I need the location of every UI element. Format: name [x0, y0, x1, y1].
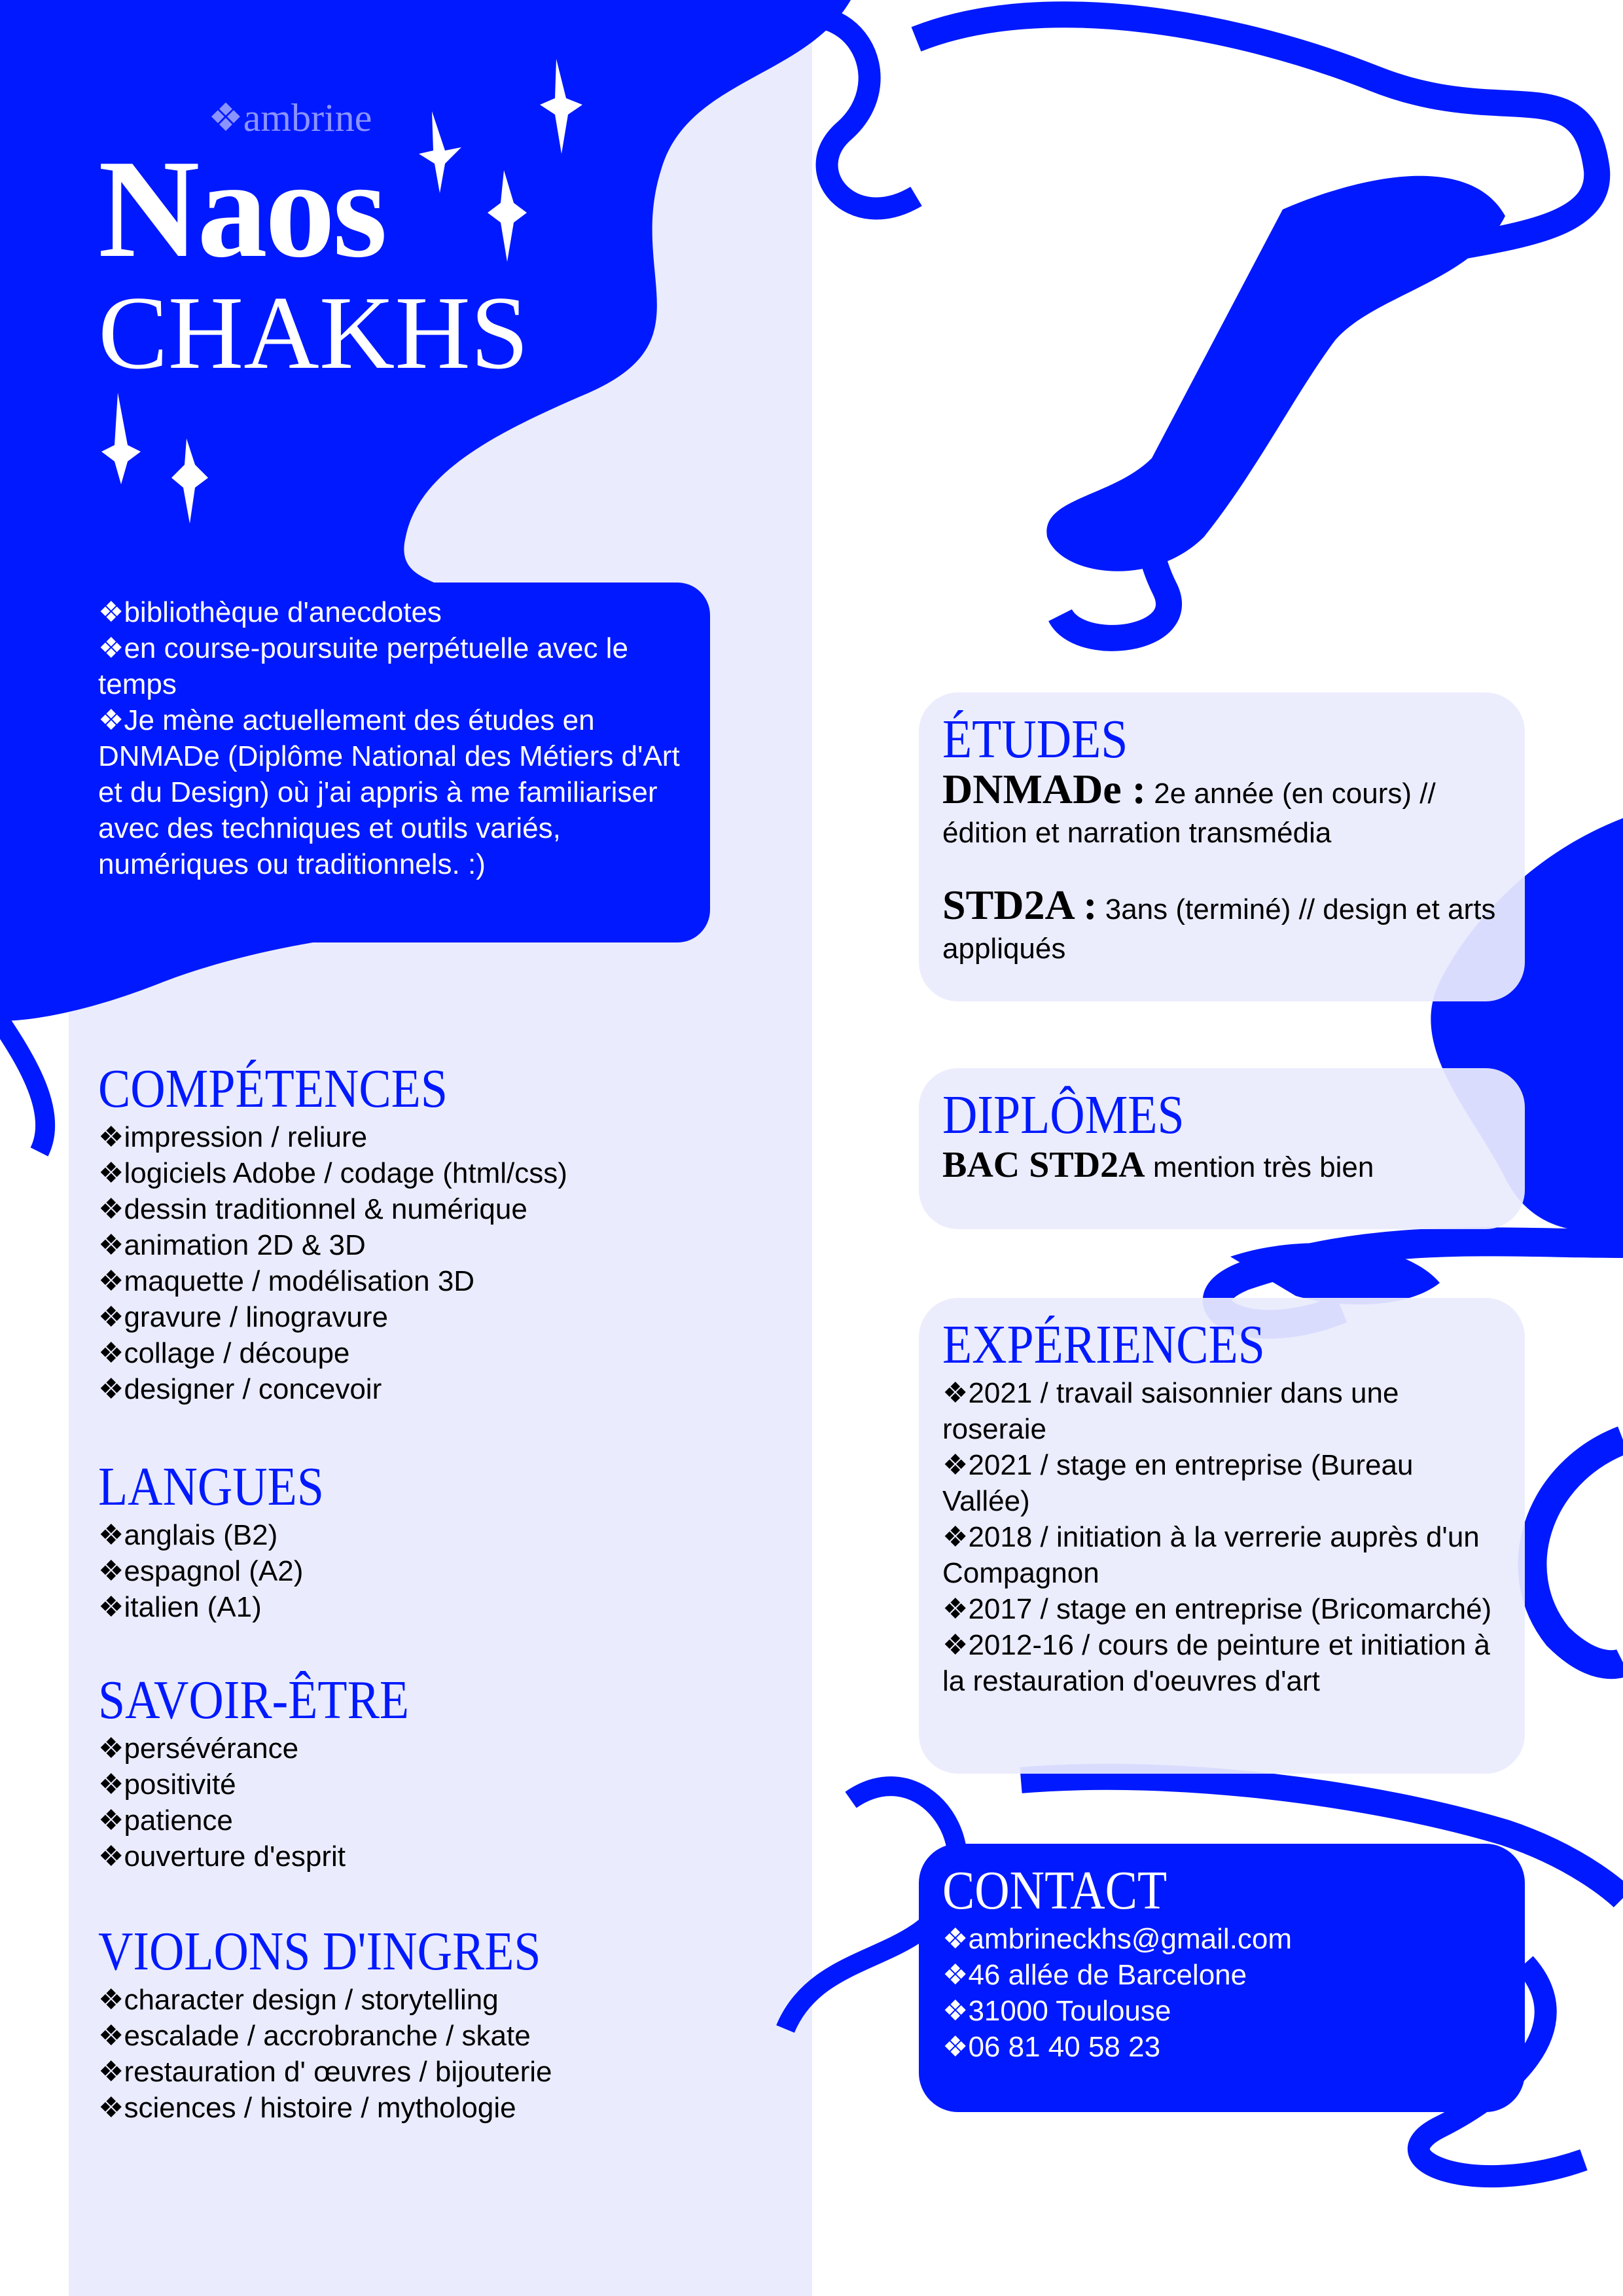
list-item: ❖ collage / découpe: [98, 1335, 567, 1371]
intro-text: [98, 594, 700, 882]
list-item: ❖ 2021 / travail saisonnier dans une roseraie: [942, 1375, 1501, 1447]
list-item: ❖ character design / storytelling: [98, 1982, 601, 2018]
degree-entry: [942, 766, 1501, 853]
savoir-etre-section: [98, 1670, 452, 1874]
contact-city: ❖ 31000 Toulouse: [942, 1993, 1501, 2029]
section-title: CONTACT: [942, 1860, 1168, 1921]
list-item: ❖ restauration d' œuvres / bijouterie: [98, 2054, 601, 2090]
violons-section: [98, 1921, 601, 2126]
list-item: ❖ designer / concevoir: [98, 1371, 567, 1407]
section-title: COMPÉTENCES: [98, 1058, 448, 1119]
list-item: ❖ 2021 / stage en entreprise (Bureau Vallée): [942, 1447, 1501, 1519]
contact-card: [919, 1844, 1525, 2112]
list-item: ❖ espagnol (A2): [98, 1553, 355, 1589]
diploma-desc: mention très bien: [1145, 1151, 1374, 1183]
list-item: ❖ impression / reliure: [98, 1119, 567, 1155]
list-item: ❖ sciences / histoire / mythologie: [98, 2090, 601, 2126]
list-item: ❖ gravure / linogravure: [98, 1299, 567, 1335]
contact-email[interactable]: ❖ ambrineckhs@gmail.com: [942, 1921, 1501, 1957]
intro-line: ❖ en course-poursuite perpétuelle avec le temps: [98, 630, 700, 702]
list-item: ❖ positivité: [98, 1767, 452, 1803]
section-title: DIPLÔMES: [942, 1085, 1185, 1145]
langues-section: [98, 1456, 355, 1625]
degree-entry: [942, 882, 1501, 969]
list-item: ❖ 2012-16 / cours de peinture et initiation à la restauration d'oeuvres d'art: [942, 1627, 1501, 1699]
list-item: ❖ animation 2D & 3D: [98, 1227, 567, 1263]
competences-section: [98, 1058, 567, 1407]
contact-phone[interactable]: ❖ 06 81 40 58 23: [942, 2029, 1501, 2065]
first-name-small: ❖ambrine: [208, 96, 372, 139]
intro-line: ❖ bibliothèque d'anecdotes: [98, 594, 700, 630]
diploma-entry: [942, 1145, 1501, 1187]
intro-line: ❖ Je mène actuellement des études en DNMADe (Diplôme National des Métiers d'Art et du Design) où j'ai appris à me familiariser avec des techniques et outils variés, numériques ou traditionnels. :): [98, 702, 700, 882]
diploma-name: BAC STD2A: [942, 1145, 1145, 1185]
list-item: ❖ anglais (B2): [98, 1517, 355, 1553]
list-item: ❖ logiciels Adobe / codage (html/css): [98, 1155, 567, 1191]
list-item: ❖ italien (A1): [98, 1589, 355, 1625]
list-item: ❖ dessin traditionnel & numérique: [98, 1191, 567, 1227]
section-title: EXPÉRIENCES: [942, 1314, 1265, 1375]
section-title: LANGUES: [98, 1456, 324, 1517]
experiences-card: [919, 1298, 1525, 1774]
degree-name: DNMADe :: [942, 766, 1146, 812]
list-item: ❖ patience: [98, 1803, 452, 1839]
list-item: ❖ 2018 / initiation à la verrerie auprès d'un Compagnon: [942, 1519, 1501, 1591]
list-item: ❖ escalade / accrobranche / skate: [98, 2018, 601, 2054]
section-title: VIOLONS D'INGRES: [98, 1921, 541, 1982]
list-item: ❖ 2017 / stage en entreprise (Bricomarché): [942, 1591, 1501, 1627]
degree-desc: 3ans (terminé) // design et arts appliqués: [942, 893, 1496, 965]
contact-address: ❖ 46 allée de Barcelone: [942, 1957, 1501, 1993]
section-title: ÉTUDES: [942, 709, 1128, 770]
first-name: Naos: [98, 130, 385, 287]
list-item: ❖ maquette / modélisation 3D: [98, 1263, 567, 1299]
section-title: SAVOIR-ÊTRE: [98, 1670, 410, 1731]
etudes-card: [919, 692, 1525, 1001]
degree-name: STD2A :: [942, 882, 1097, 928]
last-name: CHAKHS: [98, 274, 529, 391]
list-item: ❖ persévérance: [98, 1731, 452, 1767]
degree-desc: 2e année (en cours) // édition et narration transmédia: [942, 778, 1436, 849]
list-item: ❖ ouverture d'esprit: [98, 1839, 452, 1874]
diplomes-card: [919, 1068, 1525, 1229]
